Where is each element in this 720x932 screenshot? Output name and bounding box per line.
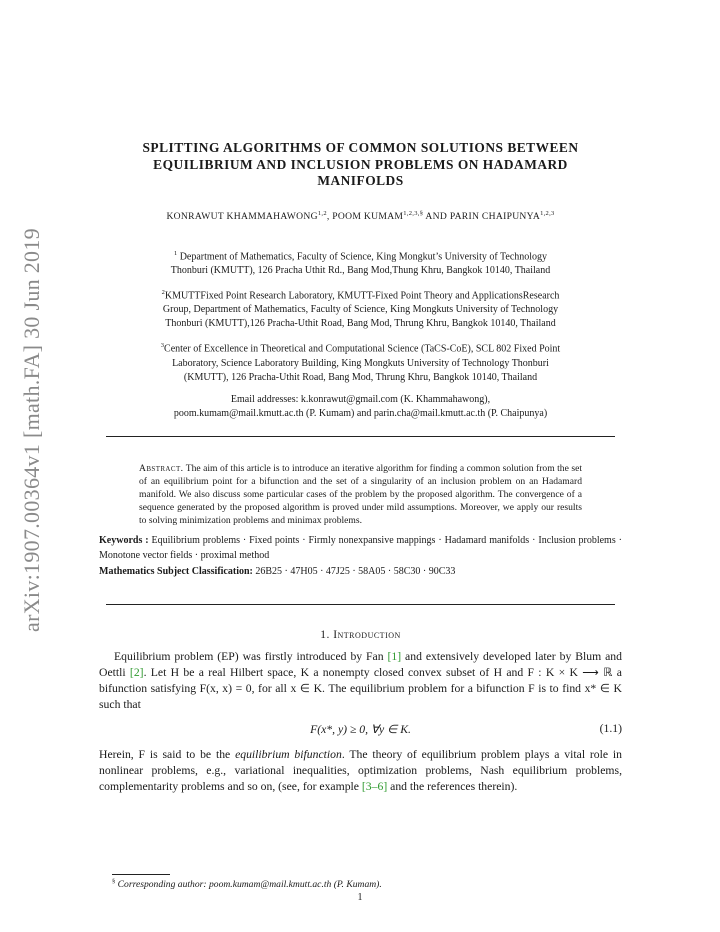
footnote-text: Corresponding author: poom.kumam@mail.kmutt.ac.th (P. Kumam). [115,879,382,891]
section-heading [99,629,622,641]
affiliation-2-sup: 2 [161,289,165,297]
keywords-text: Equilibrium problems · Fixed points · Firmly nonexpansive mappings · Hadamard manifolds · Inclusion problems · Monotone vector fields · proximal method [99,534,622,562]
affiliation-1 [99,247,622,278]
affiliation-2 [99,286,622,331]
paper-title [99,140,622,190]
arxiv-id: arXiv:1907.00364v1 [math.FA] 30 Jun 2019 [19,228,44,632]
equation-1-1 [99,717,622,743]
affiliation-3-line-3: (KMUTT), 126 Pracha-Uthit Road, Bang Mod, Thrung Khru, Bangkok 10140, Thailand [183,371,538,383]
intro-text: . The theory of equilibrium problem plays a vital role in nonlinear problems, e.g., variational inequalities, optimization problems, Nash equilibrium problems, complementarity problems and so on, (see, for example [99,748,622,794]
msc-text: 26B25 · 47H05 · 47J25 · 58A05 · 58C30 · 90C33 [252,565,456,577]
page-content [99,140,622,795]
abstract [139,462,582,527]
equation-number: (1.1) [599,722,622,736]
affiliation-1-sup: 1 [173,249,178,257]
title-line-2: EQUILIBRIUM AND INCLUSION PROBLEMS ON HADAMARD [153,156,568,172]
author-3: PARIN CHAIPUNYA [449,210,541,222]
author-list [99,210,622,222]
footnote-mark: § [112,878,116,885]
page-number: 1 [357,892,363,903]
intro-text: Herein, F is said to be the [99,748,236,762]
intro-paragraph-1 [99,649,622,713]
affiliation-3-line-1: Center of Excellence in Theoretical and Computational Science (TaCS-CoE), SCL 802 Fixed Point [164,343,561,355]
affiliation-3 [99,339,622,384]
affiliation-2-line-2: Group, Department of Mathematics, Faculty of Science, King Mongkuts University of Technology [162,304,559,316]
title-line-3: MANIFOLDS [317,173,404,188]
divider-bottom [106,604,615,605]
section-number: 1. [320,629,330,642]
author-3-sup: 1,2,3 [540,209,555,217]
footnote-divider [112,874,170,875]
msc-label: Mathematics Subject Classification: [99,565,253,577]
affiliation-3-sup: 3 [160,342,165,350]
author-separator: , [326,210,333,222]
affiliation-2-line-3: Thonburi (KMUTT),126 Pracha-Uthit Road, Bang Mod, Thrung Khru, Bangkok 10140, Thailand [165,318,556,330]
keywords-label: Keywords : [99,534,149,546]
intro-text: Equilibrium problem (EP) was firstly introduced by Fan [114,650,388,664]
intro-text: and extensively developed later by Blum and Oettli [99,650,622,680]
abstract-text: The aim of this article is to introduce an iterative algorithm for finding a common solution from the set of an equilibrium point for a bifunction and the set of a singularity of an inclusion problem on an Hadamard manifold. We also discuss some particular cases of the problem by the proposed algorithm. The convergence of a sequence generated by the proposed algorithm is proved under mild assumptions. Moreover, we apply our results to solving minimization problems and minimax problems. [139,462,582,526]
divider-top [106,436,615,437]
email-addresses [99,393,622,422]
author-1: KONRAWUT KHAMMAHAWONG [166,210,318,222]
abstract-label: Abstract. [139,462,184,474]
email-line-1: Email addresses: k.konrawut@gmail.com (K. Khammahawong), [230,393,491,405]
author-2: POOM KUMAM [332,210,404,222]
arxiv-stamp [12,210,52,650]
affiliation-1-line-1: Department of Mathematics, Faculty of Science, King Mongkut’s University of Technology [177,251,548,263]
author-1-sup: 1,2 [317,209,327,217]
email-line-2: poom.kumam@mail.kmutt.ac.th (P. Kumam) and parin.cha@mail.kmutt.ac.th (P. Chaipunya) [173,408,548,420]
keywords [99,533,622,580]
citation-link[interactable]: [1] [387,650,402,664]
intro-paragraph-2 [99,747,622,795]
intro-text: . Let H be a real Hilbert space, K a nonempty closed convex subset of H and F : K × K ⟶ ℝ a bifunction satisfying F(x, x) = 0, for all x ∈ K. The equilibrium problem for a bifunction F is to find x* ∈ K such that [99,666,622,712]
footnote [112,878,382,890]
affiliation-3-line-2: Laboratory, Science Laboratory Building, King Mongkuts University of Technology Thonburi [172,357,549,369]
section-title: Introduction [333,629,401,642]
affiliation-2-line-1: KMUTTFixed Point Research Laboratory, KMUTT-Fixed Point Theory and ApplicationsResearch [164,290,560,302]
author-separator: AND [423,210,450,222]
emphasis-term: equilibrium bifunction [235,748,342,762]
intro-text: and the references therein). [387,780,518,794]
title-line-1: SPLITTING ALGORITHMS OF COMMON SOLUTIONS BETWEEN [142,140,579,155]
author-2-sup: 1,2,3,§ [403,209,424,217]
affiliation-1-line-2: Thonburi (KMUTT), 126 Pracha Uthit Rd., Bang Mod,Thung Khru, Bangkok 10140, Thailand [170,265,551,277]
equation-body: F(x*, y) ≥ 0, ∀y ∈ K. [310,723,411,737]
citation-link[interactable]: [2] [129,666,144,680]
citation-link[interactable]: [3–6] [361,780,388,794]
